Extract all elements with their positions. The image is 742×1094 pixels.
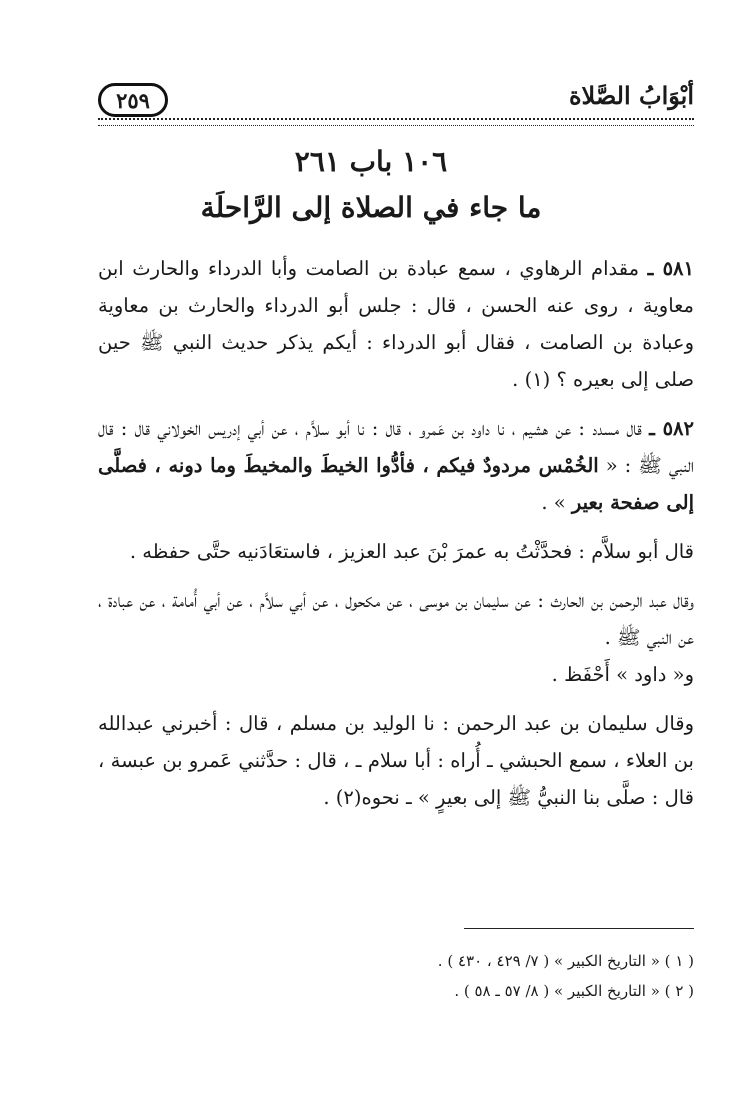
paragraph-dawud: و« داود » أَحْفَظ . [551, 663, 694, 686]
hadith-text-end: » . [541, 491, 566, 514]
hadith-text: قال مسدد : عن هشيم ، نا داود بن عَمرو ، قال : نا أبو سلاَّم ، عن أبي إدريس الخولاني قال : قال النبي ﷺ : « [98, 417, 694, 477]
paragraph-text: وقال عبد الرحمن بن الحارث : عن سليمان بن موسى ، عن مكحول ، عن أبي سلاَّم ، عن أبي أُمامة ، عن عبادة ، عن النبي ﷺ . [98, 589, 694, 649]
paragraph-sulayman: وقال سليمان بن عبد الرحمن : نا الوليد بن مسلم ، قال : أخبرني عبدالله بن العلاء ، سمع الحبشي ـ أُراه : أبا سلام ـ ، قال : حدَّثني عَمرو بن عبسة ، قال : صلَّى بنا النبيُّ ﷺ إلى بعيرٍ » ـ نحوه(٢) . [98, 712, 694, 809]
hadith-582 [98, 410, 694, 521]
chapter-subtitle: ما جاء في الصلاة إلى الرَّاحلَة [200, 191, 542, 224]
main-text [98, 250, 694, 828]
page-number [98, 83, 168, 117]
hadith-quote: الخُمْس مردودٌ فيكم ، فأدُّوا الخيطَ والمخيطَ وما دونه ، فصلَّى إلى صفحة بعير [98, 454, 694, 514]
hadith-number: ٥٨١ ـ [647, 257, 694, 280]
page-number-text: ٢٥٩ [116, 87, 150, 113]
footnote-2: ( ٢ ) « التاريخ الكبير » ( ٨/ ٥٧ ـ ٥٨ ) . [454, 982, 694, 1000]
header-divider [98, 118, 694, 126]
hadith-text: مقدام الرهاوي ، سمع عبادة بن الصامت وأبا الدرداء والحارث ابن معاوية ، روى عنه الحسن ، قال : جلس أبو الدرداء والحارث بن معاوية وعبادة بن الصامت ، فقال أبو الدرداء : أيكم يذكر حديث النبي ﷺ حين صلى إلى بعيره ؟ (١) . [98, 257, 694, 391]
footnote-1: ( ١ ) « التاريخ الكبير » ( ٧/ ٤٢٩ ، ٤٣٠ ) . [437, 952, 694, 970]
paragraph-abdulrahman [98, 582, 694, 656]
paragraph-abu-sallam: قال أبو سلاَّم : فحدَّثْتُ به عمرَ بْنَ عبد العزيز ، فاستعَادَنيه حتَّى حفظه . [129, 540, 694, 563]
running-header-title: أبْوَابُ الصَّلاة [568, 81, 694, 110]
hadith-581 [98, 250, 694, 398]
footnotes [98, 946, 694, 1006]
hadith-number: ٥٨٢ ـ [649, 417, 694, 440]
footnote-divider [464, 928, 694, 929]
chapter-heading: ١٠٦ باب ٢٦١ [294, 145, 448, 178]
